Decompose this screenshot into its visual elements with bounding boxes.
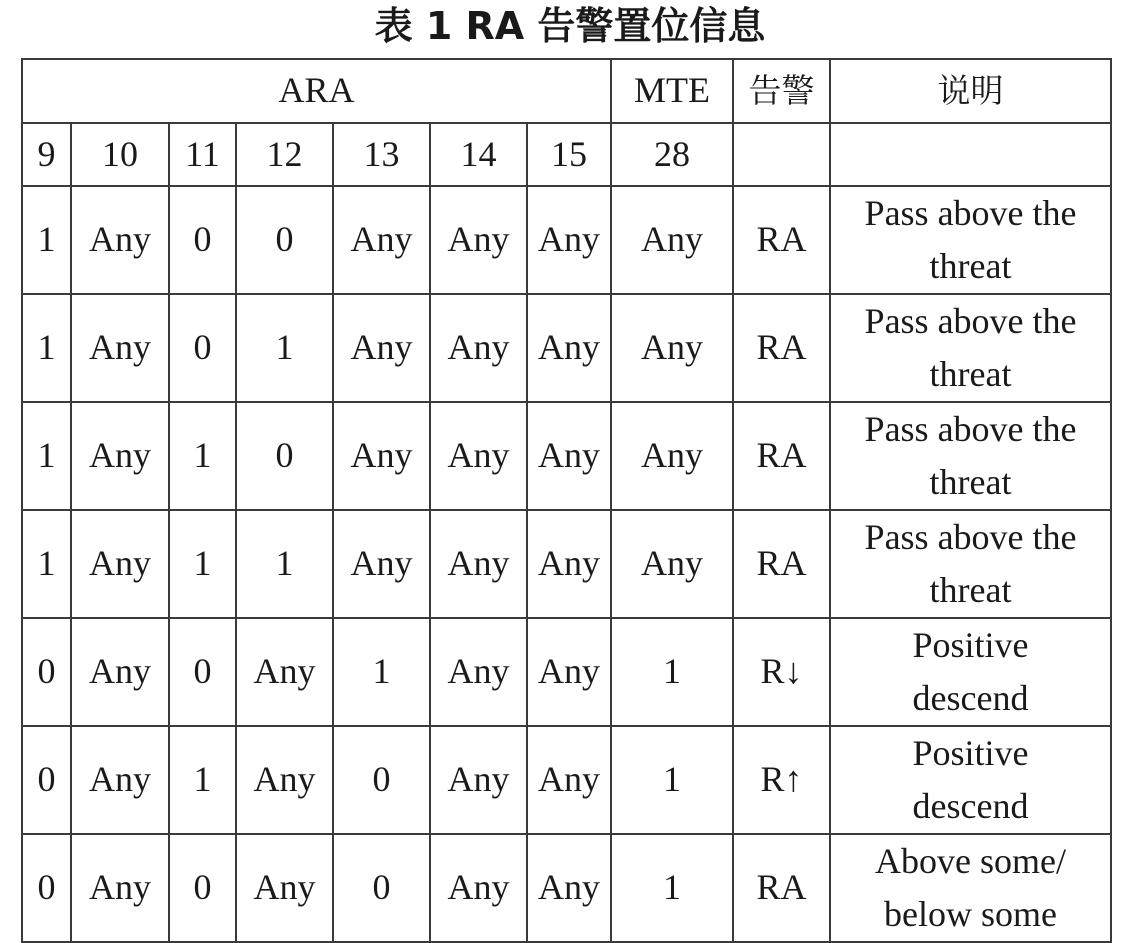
table-cell: 1	[611, 726, 733, 834]
table-cell: 1	[236, 294, 333, 402]
table-cell: Any	[430, 618, 527, 726]
table-cell: Any	[430, 834, 527, 942]
bit-header: 9	[22, 123, 71, 186]
table-cell: Any	[71, 402, 169, 510]
bit-header: 11	[169, 123, 236, 186]
header-description: 说明	[830, 59, 1111, 123]
table-cell: 1	[333, 618, 430, 726]
table-cell: Any	[611, 402, 733, 510]
description-cell	[830, 726, 1111, 834]
table-cell: 0	[169, 834, 236, 942]
header-row-bits	[22, 123, 1111, 186]
description-cell	[830, 294, 1111, 402]
header-alert: 告警	[733, 59, 830, 123]
table-cell: Any	[71, 618, 169, 726]
table-cell: Any	[71, 186, 169, 294]
description-line: Pass above the	[864, 193, 1077, 233]
table-cell: 0	[236, 402, 333, 510]
description-line: descend	[912, 678, 1029, 718]
description-line: Pass above the	[864, 301, 1077, 341]
table-cell: Any	[527, 186, 611, 294]
table-cell: 0	[22, 834, 71, 942]
table-row	[22, 834, 1111, 942]
header-row-group	[22, 59, 1111, 123]
empty-cell	[830, 123, 1111, 186]
header-ara: ARA	[22, 59, 611, 123]
table-cell: 0	[236, 186, 333, 294]
description-line: threat	[929, 570, 1012, 610]
table-cell: Any	[611, 186, 733, 294]
ra-alert-table	[21, 58, 1112, 943]
table-row	[22, 294, 1111, 402]
table-cell: Any	[611, 294, 733, 402]
table-cell: 0	[22, 726, 71, 834]
table-cell: Any	[611, 510, 733, 618]
table-cell: Any	[527, 834, 611, 942]
bit-header: 15	[527, 123, 611, 186]
table-cell: Any	[236, 726, 333, 834]
table-cell: Any	[333, 402, 430, 510]
bit-header: 10	[71, 123, 169, 186]
table-cell: 1	[611, 834, 733, 942]
table-cell: 0	[333, 726, 430, 834]
alert-cell: RA	[733, 402, 830, 510]
table-cell: Any	[430, 726, 527, 834]
empty-cell	[733, 123, 830, 186]
table-cell: Any	[333, 294, 430, 402]
table-cell: 1	[22, 510, 71, 618]
table-cell: 1	[22, 294, 71, 402]
table-cell: Any	[333, 510, 430, 618]
bit-header: 12	[236, 123, 333, 186]
description-line: Positive	[912, 625, 1029, 665]
table-row	[22, 618, 1111, 726]
description-line: Positive	[912, 733, 1029, 773]
table-cell: Any	[430, 510, 527, 618]
header-mte: MTE	[611, 59, 733, 123]
table-cell: Any	[527, 618, 611, 726]
table-cell: Any	[430, 186, 527, 294]
description-line: threat	[929, 354, 1012, 394]
description-line: below some	[884, 894, 1058, 934]
table-cell: Any	[527, 726, 611, 834]
table-cell: Any	[236, 834, 333, 942]
alert-cell: RA	[733, 510, 830, 618]
table-row	[22, 186, 1111, 294]
alert-cell: R↓	[733, 618, 830, 726]
table-cell: 1	[611, 618, 733, 726]
table-cell: 0	[169, 186, 236, 294]
table-cell: Any	[71, 834, 169, 942]
table-cell: Any	[430, 402, 527, 510]
description-cell	[830, 618, 1111, 726]
table-caption: 表 1 RA 告警置位信息	[374, 4, 766, 48]
table-cell: 1	[169, 726, 236, 834]
alert-cell: R↑	[733, 726, 830, 834]
table-cell: Any	[527, 510, 611, 618]
table-cell: Any	[71, 294, 169, 402]
description-cell	[830, 402, 1111, 510]
table-cell: 0	[169, 618, 236, 726]
alert-cell: RA	[733, 186, 830, 294]
table-cell: Any	[71, 726, 169, 834]
table-cell: 0	[333, 834, 430, 942]
bit-header: 13	[333, 123, 430, 186]
bit-header: 14	[430, 123, 527, 186]
alert-cell: RA	[733, 834, 830, 942]
table-cell: Any	[71, 510, 169, 618]
table-cell: 1	[22, 186, 71, 294]
table-cell: Any	[527, 294, 611, 402]
description-line: threat	[929, 462, 1012, 502]
table-cell: 1	[22, 402, 71, 510]
bit-header: 28	[611, 123, 733, 186]
description-cell	[830, 510, 1111, 618]
description-cell	[830, 834, 1111, 942]
table-cell: 0	[22, 618, 71, 726]
description-line: descend	[912, 786, 1029, 826]
table-cell: Any	[236, 618, 333, 726]
description-line: Above some/	[875, 841, 1067, 881]
table-cell: Any	[527, 402, 611, 510]
table-row	[22, 402, 1111, 510]
table-cell: 1	[236, 510, 333, 618]
description-cell	[830, 186, 1111, 294]
table-cell: Any	[333, 186, 430, 294]
description-line: Pass above the	[864, 409, 1077, 449]
table-row	[22, 726, 1111, 834]
alert-cell: RA	[733, 294, 830, 402]
table-cell: 0	[169, 294, 236, 402]
table-row	[22, 510, 1111, 618]
table-cell: 1	[169, 402, 236, 510]
description-line: threat	[929, 246, 1012, 286]
table-cell: Any	[430, 294, 527, 402]
description-line: Pass above the	[864, 517, 1077, 557]
table-cell: 1	[169, 510, 236, 618]
